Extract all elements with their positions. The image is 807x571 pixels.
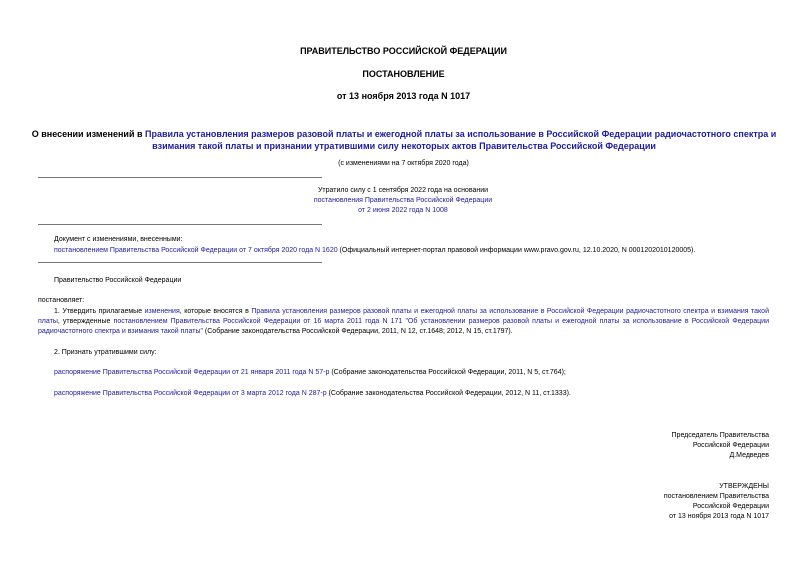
- divider: [38, 262, 322, 263]
- order-287-link[interactable]: распоряжение Правительства Российской Федерации от 3 марта 2012 года N 287-р: [54, 390, 327, 397]
- rules-link[interactable]: Правила установления размеров разовой платы и ежегодной платы за использование в Российской Федерации радиочастотного спектра и взимания такой платы: [38, 308, 769, 325]
- p1-text: , которые вносятся в: [179, 308, 252, 315]
- changes-label: Документ с изменениями, внесенными:: [54, 236, 183, 243]
- signature-position: Председатель Правительства: [671, 432, 769, 439]
- document-date-number: от 13 ноября 2013 года N 1017: [336, 91, 471, 101]
- approved-line: Российской Федерации: [692, 503, 769, 510]
- approved-block: [469, 482, 769, 522]
- government-heading: ПРАВИТЕЛЬСТВО РОССИЙСКОЙ ФЕДЕРАЦИИ: [300, 46, 507, 56]
- changes-line: [54, 246, 784, 256]
- body-government: Правительство Российской Федерации: [54, 277, 182, 284]
- decree-171-link[interactable]: постановлением Правительства Российской Федерации от 16 марта 2011 года N 171 "Об установлении размеров разовой платы и ежегодной платы за использование в Российской Федерации радиочастотного спектра и взимания такой платы": [38, 318, 769, 335]
- invalid-basis-link-date[interactable]: от 2 июня 2022 года N 1008: [358, 207, 448, 214]
- document-title: [30, 128, 778, 152]
- invalid-basis-link[interactable]: постановления Правительства Российской Федерации: [313, 197, 493, 204]
- p1-text: , утвержденные: [57, 318, 114, 325]
- title-rules-link[interactable]: Правила установления размеров разовой платы и ежегодной платы за использование в Российской Федерации радиочастотного спектра и взимания такой платы и признании утратившими силу некоторых актов Правительства Российской Федерации: [145, 129, 777, 151]
- signature-block: [469, 431, 769, 461]
- invalid-note-text: Утратило силу с 1 сентября 2022 года на основании: [317, 187, 489, 194]
- changes-decree-link[interactable]: постановлением Правительства Российской Федерации от 7 октября 2020 года N 1620: [54, 247, 338, 254]
- signature-name: Д.Медведев: [729, 452, 769, 459]
- edition-note: (с изменениями на 7 октября 2020 года): [338, 160, 469, 167]
- changes-source: (Официальный интернет-портал правовой информации www.pravo.gov.ru, 12.10.2020, N 0001202010120005).: [337, 247, 696, 254]
- p1-text: 1. Утвердить прилагаемые: [54, 308, 145, 315]
- repealed-item: [54, 389, 774, 399]
- signature-position-2: Российской Федерации: [692, 442, 769, 449]
- body-resolves: постановляет:: [38, 297, 85, 304]
- document-type: ПОСТАНОВЛЕНИЕ: [362, 69, 445, 79]
- approved-title: УТВЕРЖДЕНЫ: [719, 483, 769, 490]
- approved-date: от 13 ноября 2013 года N 1017: [669, 513, 769, 520]
- order-57-link[interactable]: распоряжение Правительства Российской Федерации от 21 января 2011 года N 57-р: [54, 369, 330, 376]
- approved-line: постановлением Правительства: [663, 493, 769, 500]
- paragraph-1: [38, 307, 769, 337]
- order-287-source: (Собрание законодательства Российской Федерации, 2012, N 11, ст.1333).: [326, 390, 571, 397]
- paragraph-2: 2. Признать утратившими силу:: [54, 349, 157, 356]
- changes-link[interactable]: изменения: [144, 308, 180, 315]
- divider: [38, 224, 322, 225]
- divider: [38, 177, 322, 178]
- invalid-note: [253, 186, 553, 216]
- p1-text: (Собрание законодательства Российской Федерации, 2011, N 12, ст.1648; 2012, N 15, ст.1797).: [202, 328, 513, 335]
- title-prefix: О внесении изменений в: [31, 129, 146, 139]
- order-57-source: (Собрание законодательства Российской Федерации, 2011, N 5, ст.764);: [329, 369, 566, 376]
- repealed-item: [54, 368, 774, 378]
